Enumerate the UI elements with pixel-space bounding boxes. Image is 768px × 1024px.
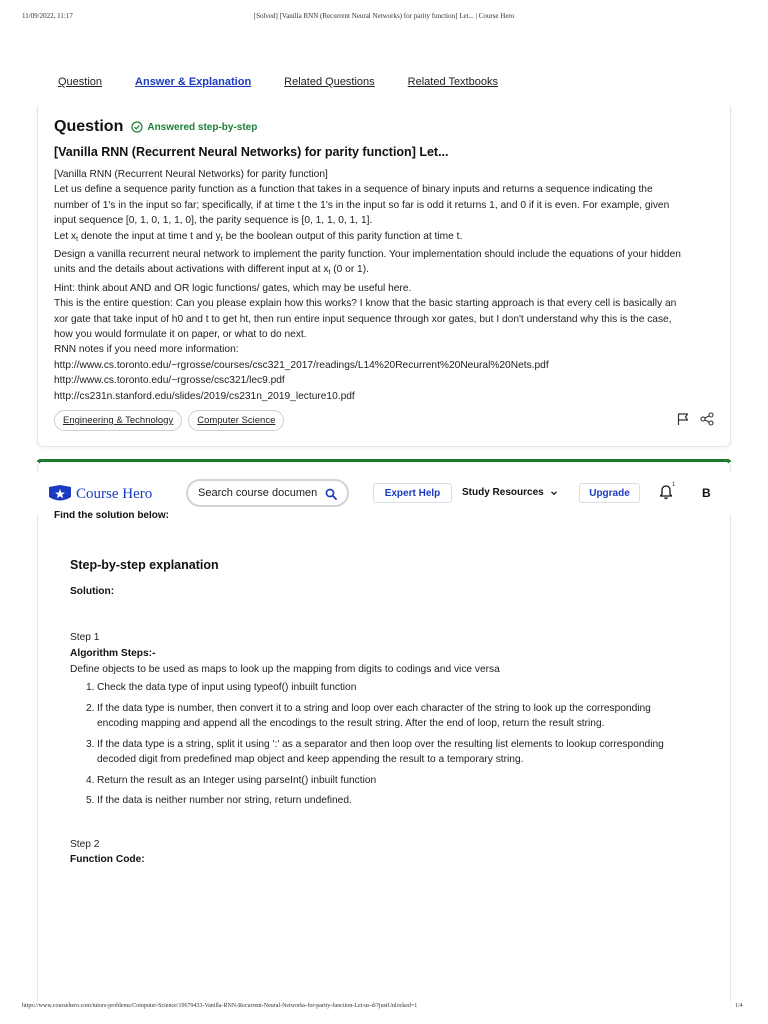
avatar[interactable]: B (702, 486, 711, 500)
subscript-t: t (328, 269, 331, 277)
question-line: RNN notes if you need more information: (54, 344, 239, 356)
tag-engineering-technology[interactable]: Engineering & Technology (54, 410, 182, 431)
list-number: 5. (86, 795, 95, 806)
list-item (86, 680, 717, 696)
find-solution-label: Find the solution below: (54, 511, 169, 521)
step1-intro: Define objects to be used as maps to look up the mapping from digits to codings and vice versa (70, 664, 500, 675)
list-text: decoded digit from predefined map object and keep appending the result to a temporary string. (97, 754, 524, 765)
question-link[interactable]: http://www.cs.toronto.edu/~rgrosse/courses/csc321_2017/readings/L14%20Recurrent%20Neural%20Nets.pdf (54, 359, 549, 371)
solution-label: Solution: (70, 586, 115, 597)
question-line: input sequence [0, 1, 0, 1, 1, 0], the parity sequence is [0, 1, 1, 0, 1, 1]. (54, 215, 373, 227)
step1-title: Algorithm Steps:- (70, 648, 156, 659)
question-line: Hint: think about AND and OR logic functions/ gates, which may be useful here. (54, 282, 412, 294)
list-number: 1. (86, 682, 95, 693)
list-text: If the data is neither number nor string, return undefined. (97, 795, 352, 806)
notification-count: 1 (672, 482, 676, 488)
line-fragment: (0 or 1). (330, 264, 369, 276)
line-fragment: Let x (54, 230, 77, 242)
list-item (86, 701, 717, 732)
list-number: 3. (86, 738, 95, 750)
course-hero-logo[interactable] (49, 485, 152, 503)
question-line: This is the entire question: Can you please explain how this works? I know that the basic starting approach is that every cell is basically an (54, 298, 677, 310)
brand-name: Course Hero (76, 485, 153, 502)
question-link[interactable]: http://www.cs.toronto.edu/~rgrosse/csc321/lec9.pdf (54, 375, 285, 387)
tag-computer-science[interactable]: Computer Science (188, 410, 284, 431)
print-header (0, 12, 768, 24)
bell-icon[interactable] (659, 482, 676, 500)
study-resources-label: Study Resources (462, 487, 544, 498)
print-title: [Solved] [Vanilla RNN (Recurrent Neural Networks) for parity function] Let... | Course Hero (253, 12, 515, 20)
list-text: Check the data type of input using typeof() inbuilt function (97, 682, 357, 693)
check-circle-icon (131, 121, 143, 133)
question-line: how you would formulate it on paper, or what to do next. (54, 329, 307, 341)
expert-help-button[interactable]: Expert Help (373, 483, 452, 503)
tag-list (54, 410, 284, 431)
subscript-t: t (76, 235, 79, 243)
tab-answer-explanation[interactable]: Answer & Explanation (135, 76, 252, 88)
explanation-heading: Step-by-step explanation (70, 558, 219, 572)
question-heading: Question (54, 118, 124, 135)
question-header (54, 118, 257, 136)
find-solution-text (54, 511, 169, 521)
list-text: Return the result as an Integer using parseInt() inbuilt function (97, 774, 377, 786)
question-line (54, 262, 718, 280)
search-box[interactable] (186, 479, 349, 507)
question-line: Let us define a sequence parity function as a function that takes in a sequence of binary inputs and returns a sequence indicating the (54, 184, 653, 196)
list-number: 4. (86, 774, 95, 786)
list-item (86, 773, 717, 789)
list-text: If the data type is a string, split it using ':' as a separator and then loop over the resulting list elements to lookup corresponding (97, 738, 664, 750)
print-page-number: 1/4 (735, 1003, 743, 1009)
list-text: If the data type is number, then convert it to a string and loop over each character of the string to look up the corresponding (97, 702, 651, 714)
tab-related-questions[interactable]: Related Questions (284, 76, 375, 88)
flag-icon[interactable] (676, 412, 690, 426)
search-icon[interactable] (325, 488, 337, 500)
question-title: [Vanilla RNN (Recurrent Neural Networks) for parity function] Let... (54, 145, 449, 159)
course-hero-logo-icon (49, 485, 71, 503)
search-input[interactable] (198, 487, 323, 499)
chevron-down-icon (550, 489, 558, 497)
question-line: xor gate that take input of h0 and t to get ht, then run entire input sequence through xor gates, but I don't understand why this is the case, (54, 313, 672, 325)
list-item (86, 793, 717, 809)
print-url: https://www.coursehero.com/tutors-problems/Computer-Science/19679433-Vanilla-RNN-Recurrent-Neural-Networks-for-parity-function-Let-us-d/?justUnlocked=1 (22, 1003, 418, 1009)
question-line (54, 229, 718, 247)
line-fragment: be the boolean output of this parity function at time t. (222, 230, 463, 242)
share-icon[interactable] (700, 412, 714, 426)
question-line: number of 1's in the input so far; specifically, if at time t the 1's in the input so far is odd it returns 1, and 0 if it is even. For example, given (54, 199, 670, 211)
subscript-t: t (220, 235, 223, 243)
step2-title: Function Code: (70, 854, 145, 865)
study-resources-menu[interactable] (462, 487, 558, 498)
tab-related-textbooks[interactable]: Related Textbooks (407, 76, 498, 88)
step1-label: Step 1 (70, 632, 100, 643)
tab-question[interactable]: Question (58, 76, 103, 88)
print-datetime: 11/09/2022, 11:17 (22, 12, 73, 20)
answered-badge: Answered step-by-step (147, 121, 258, 133)
question-body (54, 167, 718, 404)
question-line: Design a vanilla recurrent neural network to implement the parity function. Your implementation should include the equations of your hidden (54, 249, 681, 261)
line-fragment: units and the details about activations with different input at x (54, 264, 329, 276)
list-text: encoding mapping and append all the encodings to the result string. After the end of loop, return the result string. (97, 718, 605, 729)
question-link[interactable]: http://cs231n.stanford.edu/slides/2019/cs231n_2019_lecture10.pdf (54, 390, 355, 402)
list-number: 2. (86, 702, 95, 714)
question-tabs (58, 76, 531, 94)
question-line: [Vanilla RNN (Recurrent Neural Networks) for parity function] (54, 169, 328, 180)
algorithm-steps-list (86, 680, 717, 814)
step2-label: Step 2 (70, 839, 100, 850)
line-fragment: denote the input at time t and y (78, 230, 221, 242)
list-item (86, 737, 717, 768)
upgrade-button[interactable]: Upgrade (579, 483, 640, 503)
